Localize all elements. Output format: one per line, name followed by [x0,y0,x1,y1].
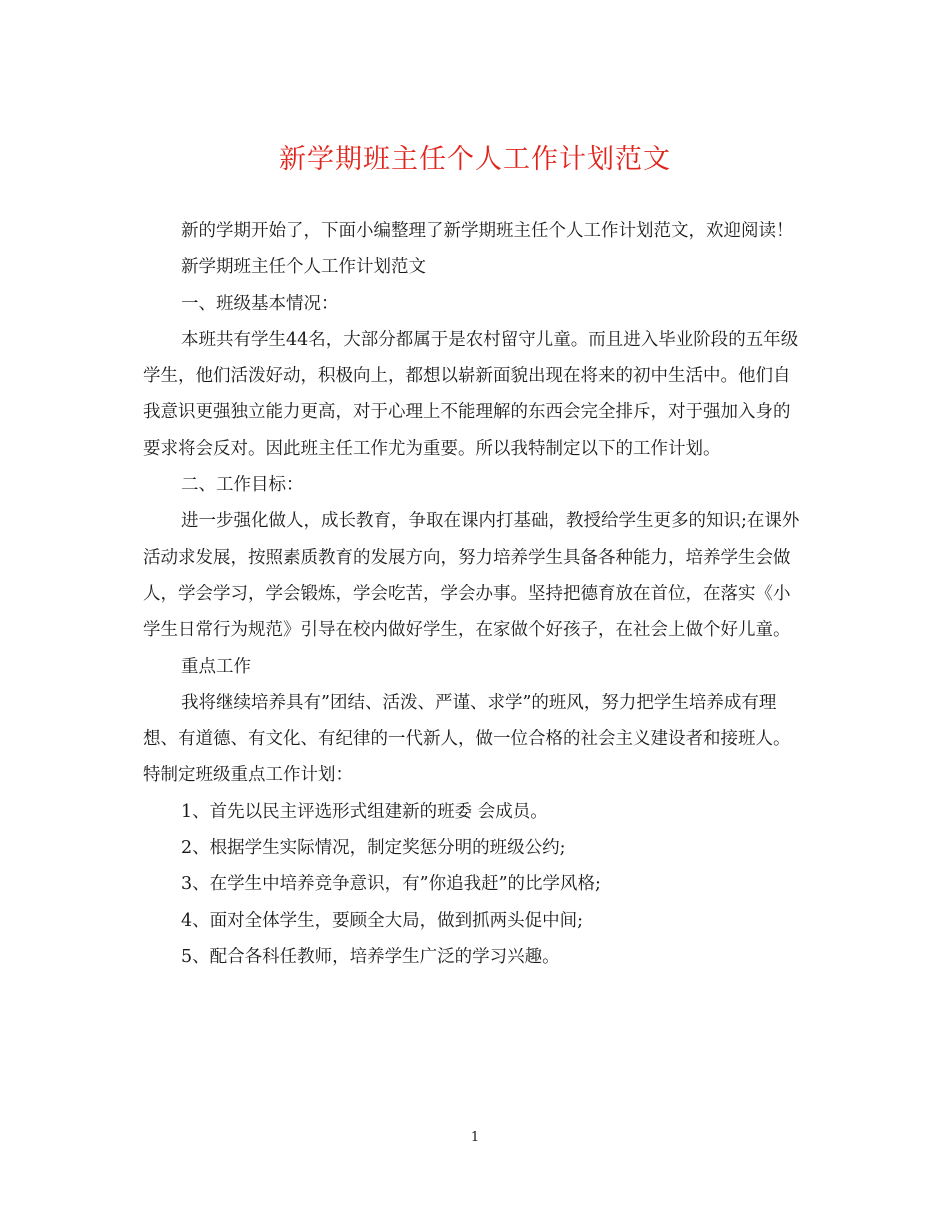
document-body [143,213,807,975]
document-title: 新学期班主任个人工作计划范文 [279,144,671,175]
list-item: 2、根据学生实际情况，制定奖惩分明的班级公约; [181,838,566,859]
paragraph-intro: 新的学期开始了，下面小编整理了新学期班主任个人工作计划范文，欢迎阅读！ [181,221,794,241]
paragraph-work-goals: 进一步强化做人，成长教育，争取在课内打基础，教授给学生更多的知识;在课外活动求发展，按照素质教育的发展方向，努力培养学生具备各种能力，培养学生会做人，学会学习，学会锻炼，学会吃苦，学会办事。坚持把德育放在首位，在落实《小学生日常行为规范》引导在校内做好学生，在家做个好孩子，在社会上做个好儿童。 [143,511,800,641]
page-number: 1 [470,1130,480,1145]
paragraph-key-work: 我将继续培养具有”团结、活泼、严谨、求学”的班风，努力把学生培养成有理想、有道德、有文化、有纪律的一代新人，做一位合格的社会主义建设者和接班人。特制定班级重点工作计划： [143,692,791,786]
section-heading-key-work: 重点工作 [181,656,251,677]
section-heading-work-goals: 二、工作目标： [181,475,304,496]
paragraph-subtitle: 新学期班主任个人工作计划范文 [181,257,426,278]
list-item: 3、在学生中培养竞争意识，有”你追我赶”的比学风格; [181,874,601,895]
paragraph-class-situation: 本班共有学生44名，大部分都属于是农村留守儿童。而且进入毕业阶段的五年级学生，他们活泼好动，积极向上，都想以崭新面貌出现在将来的初中生活中。他们自我意识更强独立能力更高，对于心理上不能理解的东西会完全排斥，对于强加入身的要求将会反对。因此班主任工作尤为重要。所以我特制定以下的工作计划。 [143,329,799,459]
section-heading-class-situation: 一、班级基本情况： [181,293,339,314]
list-item: 5、配合各科任教师，培养学生广泛的学习兴趣。 [181,946,560,967]
list-item: 1、首先以民主评选形式组建新的班委 会成员。 [181,801,548,822]
list-item: 4、面对全体学生，要顾全大局，做到抓两头促中间; [181,910,584,931]
